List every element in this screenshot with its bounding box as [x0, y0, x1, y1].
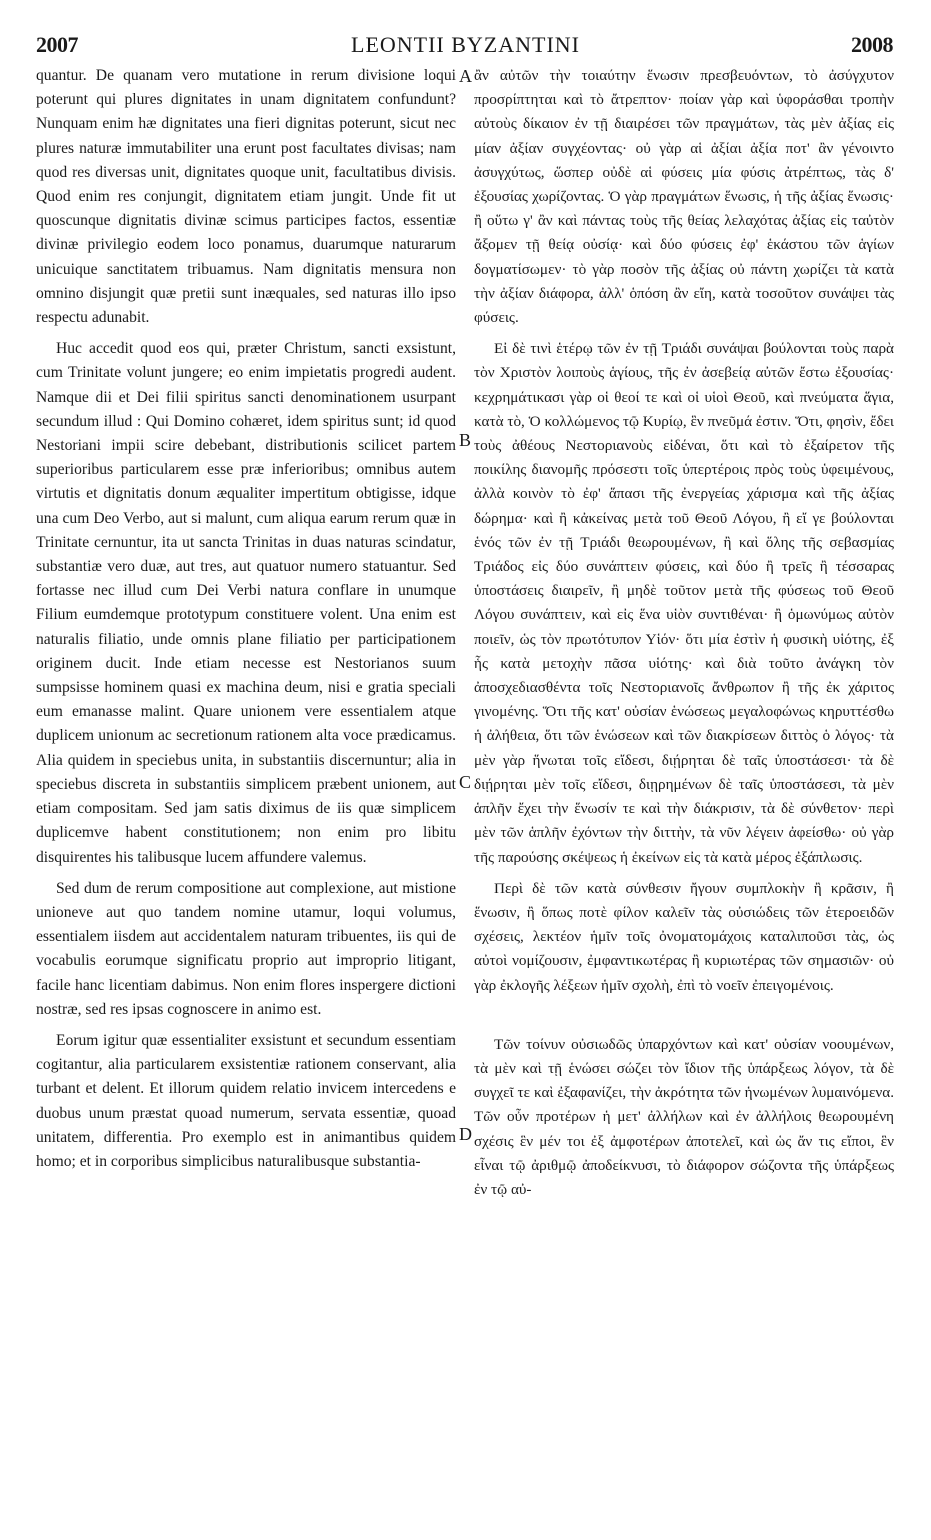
latin-paragraph: quantur. De quanam vero mutatione in rerum divisione loqui poterunt qui plures dignitates in unam dignitatem confundunt? Nunquam enim hæ dignitates una fieri dignitas poterunt, sicut nec plures naturæ immutabiliter una erunt post facultates divisas; nam quod res diversas unit, dignitates quoque unit, facultatibus divisis. Quod enim res conjungit, dignitatem etiam jungit. Unde fit ut quoscunque dignitatis divinæ scimus participes factos, essentiæ divinæ privilegio eodem loco ponamus, duarumque naturarum unicuique sanctitatem tribuamus. Nam dignitatis mensura non omnino disjungit quæ pretii sunt inæquales, sed naturas illo ipso respectu adunabit. — [36, 67, 456, 327]
latin-paragraph: Eorum igitur quæ essentialiter exsistunt et secundum essentiam cogitantur, alia particularem exsistentiæ rationem conservant, alia turbant et delent. Et illorum quidem relatio invicem intercedens e duobus unum præstat quoad numerum, servata essentiæ, quoad unitatem, differentia. Pro exemplo est in animantibus quidem homo; et in corporibus simplicibus naturalibusque substantia- — [36, 1031, 456, 1170]
greek-paragraph: Εἰ δὲ τινὶ ἑτέρῳ τῶν ἐν τῇ Τριάδι συνάψαι βούλονται τοὺς παρὰ τὸν Χριστὸν λοιποὺς ἁγίους, τῆς ἐν ἀσεβείᾳ αὐτῶν ἔστω ἐξουσίας· κεχρημάτικασι γὰρ οἱ θεοί τε καὶ οἱ υἱοὶ Θεοῦ, καὶ πνεύματα ἅγια, κατὰ τὸ, Ὁ κολλώμενος τῷ Κυρίῳ, ἓν πνεῦμά ἐστιν. Ὅτι, φησὶν, ἔδει τοὺς ἀθέους Νεστοριανοὺς εἰδέναι, ὅτι καὶ τὸ ἐξαίρετον τῆς ποικίλης διανομῆς πρόσεστι τοῖς ὑπερτέροις πρὸς τοὺς ὑφειμένους, ἀλλὰ κοινὸν τὸ ἐφ' ἅπασι τῆς ἐνεργείας χάρισμα καὶ τῆς ἀξίας δώρημα· καὶ ἢ κἀκείνας μετὰ τοῦ Θεοῦ Λόγου, ἢ εἴ γε βούλονται ἑνός τῶν ἐν τῇ Τριάδι θεωρουμένων, ἢ καὶ ὅλης τῆς σεβασμίας Τριάδος εἰς δύο συνάπτειν φύσεις, καὶ δύο ἢ τρεῖς ἢ τέσσαρας ὑποστάσεις διαιρεῖν, ἢ μηδὲ τοῦτον μετὰ τῆς φύσεως τοῦ Θεοῦ Λόγου συνάπτειν, καὶ εἰς ἕνα υἱὸν συντιθέναι· ἢ ὁμωνύμως αὐτὸν ποιεῖν, ὡς τὸν πρωτότυπον Υἱόν· ὅτι μία ἐστὶν ἡ φυσικὴ υἱότης, ἐξ ἧς κατὰ μετοχὴν πᾶσα υἱότης· καὶ διὰ τοῦτο ἀνάγκη τὸν ἀποσχεδιασθέντα τοῖς Νεστοριανοῖς ἄνθρωπον ἢ τῆς ἐκ χάριτος γινομένης. Ὅτι τῆς κατ' οὐσίαν ἑνώσεως μεγαλοφώνως κηρυττέσθω ἡ ἀλήθεια, ὅτι τῶν ἑνώσεων καὶ τῶν διακρίσεων διττὸς ὁ λόγος· τὰ μὲν γὰρ ἥνωται τοῖς εἴδεσι, διῄρηται δὲ ταῖς ὑποστάσεσι· τὰ δὲ διῄρηται μὲν τοῖς εἴδεσι, διῃρημένων δὲ ταῖς ὑποστάσεσι, τὰ μὲν ἁπλῆν ἔχει τὴν ἕνωσίν τε καὶ τὴν διάκρισιν, τὰ δὲ σύνθετον· περὶ μὲν τῶν ἁπλῆν ἐχόντων τὴν διττὴν, τὰ νῦν λέγειν ἀφείσθω· οὐ γὰρ τῆς παρούσης σκέψεως ἡ ἐκείνων εἰς τὰ κατὰ μέρος ἐξάπλωσις. — [474, 340, 894, 866]
greek-paragraph: Τῶν τοίνυν οὐσιωδῶς ὑπαρχόντων καὶ κατ' οὐσίαν νοουμένων, τὰ μὲν καὶ τῇ ἑνώσει σώζει τὸν ἴδιον τῆς ὑπάρξεως λόγον, τὰ δὲ συγχεῖ τε καὶ ἐξαφανίζει, τὴν ἀκρότητα τῶν ἡνωμένων λυμαινόμενα. Τῶν οὖν προτέρων ἡ μετ' ἀλλήλων καὶ ἐν ἀλλήλοις θεωρουμένη σχέσις ἓν μέν τοι ἐξ ἀμφοτέρων ἀποτελεῖ, καὶ ὡς ἄν τις εἴποι, ἓν εἶναι τῷ ἀριθμῷ ἀποδείκνυσι, τὸ διάφορον σώζοντα τῆς ὑπάρξεως ἐν τῷ αὐ- — [474, 1035, 894, 1198]
margin-letter-c: C — [459, 772, 472, 792]
latin-paragraph: Huc accedit quod eos qui, præter Christum, sancti exsistunt, cum Trinitate volunt jungere; eo enim impietatis progredi audent. Namque dii et Dei filii spiritus sancti denominationem usurpant secundum illud : Qui Domino cohæret, idem spiritus sunt; id quod Nestoriani impii scire debebant, distributionis scilicet partem superioribus particularem esse præ inferioribus; omnibus autem virtutis et dignitatis donum æqualiter impertitum obtigisse, idque una cum Deo Verbo, aut si malunt, cum aliqua earum rerum quæ in Trinitate cernuntur, ita ut sancta Trinitas in duas naturas scindatur, substantiæ vero duæ, aut tres, aut quatuor numero statuantur. Sed fortasse nec illud cum Dei Verbi natura conflare in unumque Filium eumdemque prototypum constituere volent. Una enim est naturalis filiatio, unde omnis plane filiatio per participationem originem ducit. Inde etiam necesse est Nestorianos suum sumpsisse hominem quasi ex machina deum, nisi e gratia speciali eum emanasse malint. Quare unionem vere essentialem atque duplicem unionum ac secretionum rationem alta voce prædicamus. Alia quidem in speciebus unita, in substantiis discernuntur; alia in speciebus discreta in substantiis simplicem præbent unionem, aut etiam compositam. Sed jam satis diximus de iis quæ simplicem duplicemve habent constitutionem; non enim pro libitu disquirentes his talibusque lucem affundere valemus. — [36, 340, 456, 866]
margin-letter-b: B — [459, 430, 472, 450]
greek-column — [474, 64, 894, 1530]
running-title: LEONTII BYZANTINI — [351, 32, 580, 57]
latin-column — [36, 64, 456, 1530]
greek-paragraph: ἂν αὐτῶν τὴν τοιαύτην ἕνωσιν πρεσβευόντων, τὸ ἀσύγχυτον προσρίπτηται καὶ τὸ ἄτρεπτον· ποίαν γὰρ καὶ ὑφοράσθαι τροπὴν αὐτοὺς δίκαιον ἐν τῇ διαιρέσει τῶν πραγμάτων, τὰς μὲν ἀξίας εἰς μίαν ἀξίαν συγχέοντας· οὐ γὰρ αἱ ἀξίαι ἀξία ποτ' ἂν γένοιντο ἀσυγχύτως, ὥσπερ οὐδὲ αἱ φύσεις μία φύσις ἀτρέπτως, τὰς δ' ἐξουσίας χωρίζοντας. Ὁ γὰρ πραγμάτων ἕνωσις, ἡ τῆς ἀξίας ἕνωσις· ἢ οὕτω γ' ἂν καὶ πάντας τοὺς τῆς θείας λελαχότας ἀξίας εἰς ταὐτὸν ἄξομεν τῇ θείᾳ οὐσίᾳ· καὶ δύο φύσεις ἐφ' ἑκάστου τῶν ἁγίων δογματίσωμεν· τὸ γὰρ ποσὸν τῆς ἀξίας οὐ πάντη χωρίζει τὰ κατὰ τὴν ἀξίαν διάφορα, ἀλλ' ὁπόση ἂν εἴη, κατὰ τοσοῦτον συνάψει τὰς φύσεις. — [474, 67, 894, 327]
latin-paragraph: Sed dum de rerum compositione aut complexione, aut mistione unioneve aut quo tandem nomine utamur, loqui volumus, essentialem iisdem aut accidentalem naturam tribuentes, iis qui de vocabulis eorumque significatu proprio aut improprio litigant, facile hanc licentiam dabimus. Non enim flores inspergere dictioni nostræ, sed res ipsas cognoscere in animo est. — [36, 879, 456, 1018]
margin-letter-d: D — [459, 1124, 472, 1144]
margin-letter-a: A — [459, 66, 472, 86]
greek-paragraph: Περὶ δὲ τῶν κατὰ σύνθεσιν ἤγουν συμπλοκὴν ἢ κρᾶσιν, ἢ ἕνωσιν, ἢ ὅπως ποτὲ φίλον καλεῖν τὰς οὐσιώδεις τῶν ἑτεροειδῶν σχέσεις, λεκτέον ἡμῖν τοῖς ὀνοματομάχοις καταλιποῦσι τὰς, ὡς αὐτοὶ νομίζουσιν, ἐμφαντικωτέρας ἢ κυριωτέρας τῶν σημασιῶν· οὐ γὰρ ἐκλογῆς λέξεων ἡμῖν σχολὴ, ἐπὶ τὸ νοεῖν ἐπειγομένοις. — [474, 879, 894, 994]
paragraph-gap — [474, 1005, 894, 1033]
page-header — [0, 0, 931, 64]
page-number-left: 2007 — [36, 32, 78, 57]
page-number-right: 2008 — [851, 32, 893, 57]
